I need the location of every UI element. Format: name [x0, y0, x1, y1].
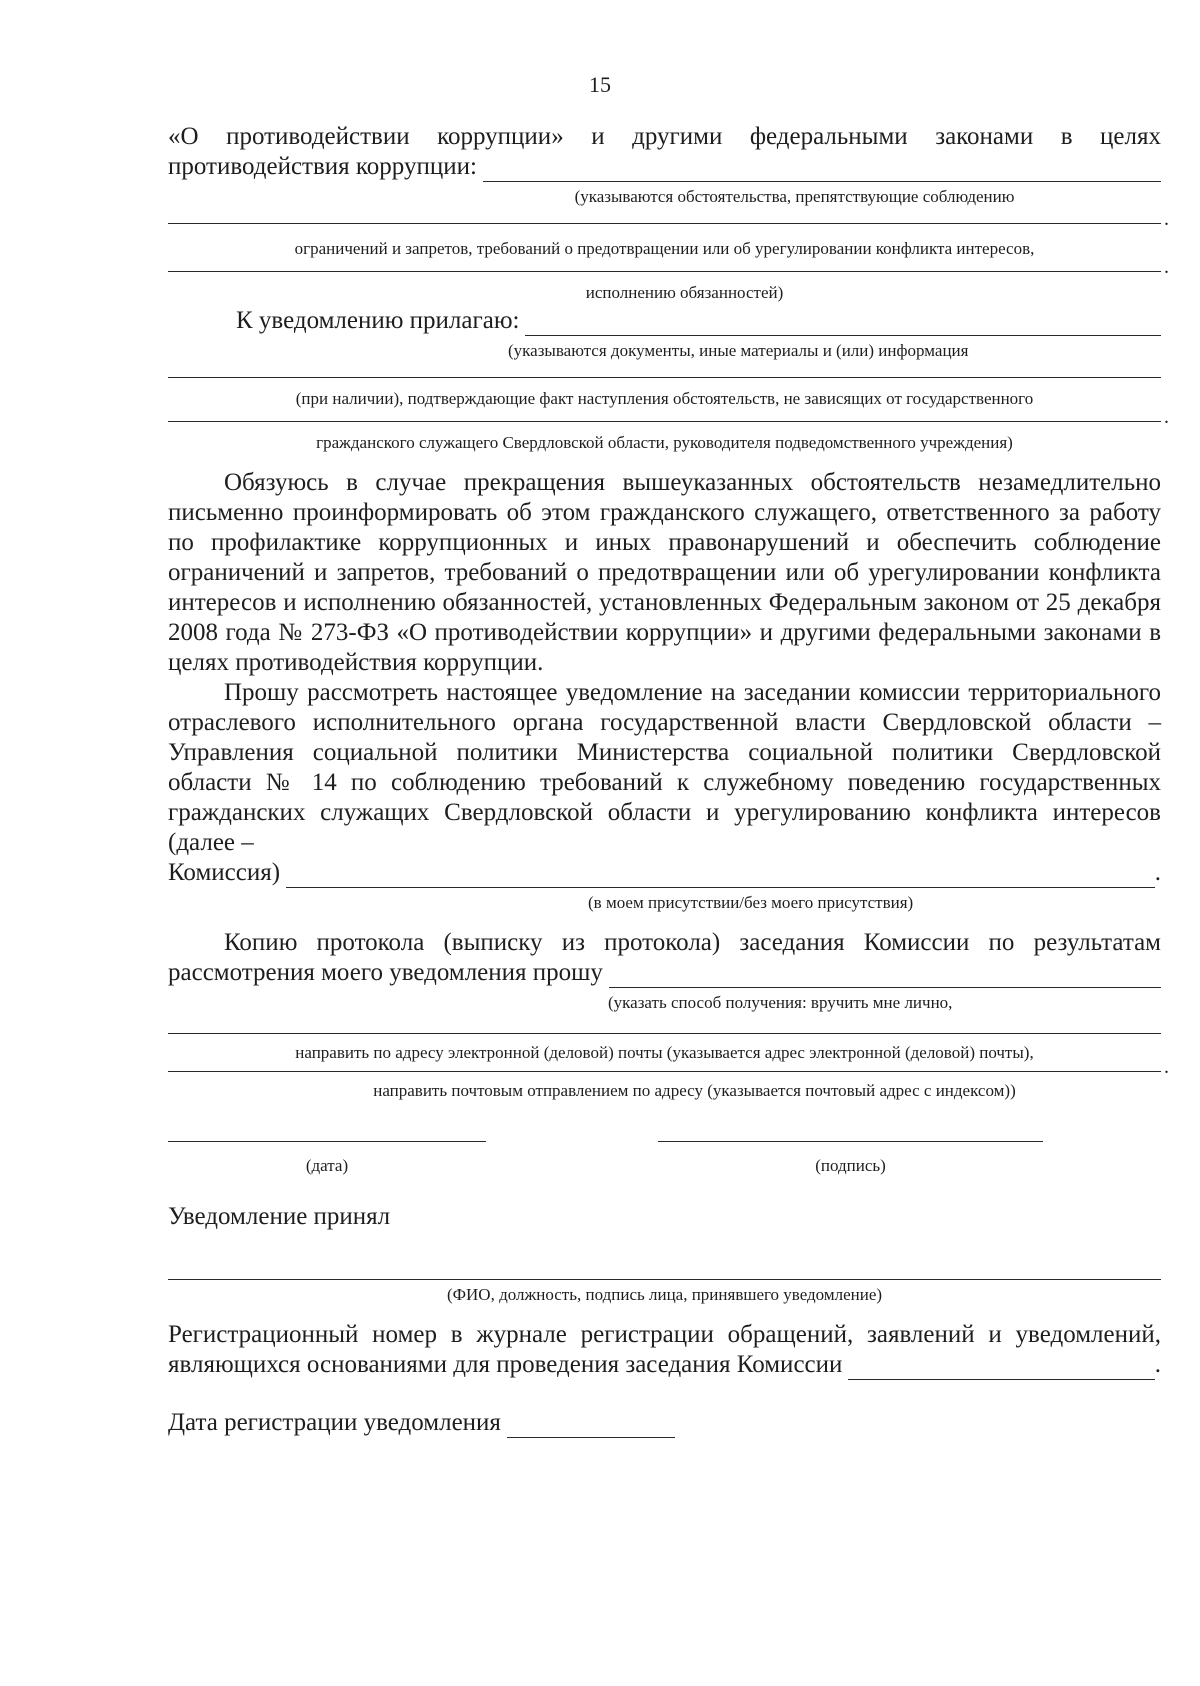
- registration-number-label: являющихся основаниями для проведения заседания Комиссии: [168, 1351, 843, 1378]
- date-line[interactable]: [168, 1140, 486, 1142]
- line-dot: .: [1164, 256, 1169, 278]
- document-body: [168, 122, 1169, 1438]
- registration-number-line: [168, 1350, 1161, 1380]
- copy-caption-2: направить по адресу электронной (деловой) почты (указывается адрес электронной (деловой) почты),: [295, 1043, 1034, 1062]
- circumstances-blank-2[interactable]: [168, 256, 1169, 278]
- line-dot: .: [1154, 1351, 1161, 1378]
- request-paragraph: Прошу рассмотреть настоящее уведомление на заседании комиссии территориального отраслевого исполнительного органа государственной власти Свердловской области – Управления социальной политики Министерства социальной политики Свердловской области № 14 по соблюдению требований к служебному поведению государственных гражданских служащих Свердловской области и урегулированию конфликта интересов (далее –: [168, 679, 1161, 856]
- line-dot: .: [1164, 1056, 1169, 1078]
- date-caption: (дата): [305, 1156, 349, 1175]
- copy-caption-1: (указать способ получения: вручить мне лично,: [608, 993, 953, 1012]
- registration-date-label: Дата регистрации уведомления: [168, 1409, 501, 1436]
- copy-method-fill[interactable]: [609, 965, 1161, 988]
- circumstances-line: [168, 152, 1161, 182]
- circumstances-fill[interactable]: [483, 159, 1161, 182]
- attachments-caption-1: (указываются документы, иные материалы и (или) информация: [508, 341, 969, 360]
- attachments-line: [168, 306, 1161, 336]
- circumstances-caption-3: исполнению обязанностей): [585, 283, 784, 302]
- attachments-blank-2[interactable]: [168, 406, 1169, 428]
- accepted-blank[interactable]: [168, 1278, 1161, 1280]
- registration-number-fill[interactable]: [848, 1357, 1154, 1380]
- attachments-caption-2: (при наличии), подтверждающие факт наступления обстоятельств, не зависящих от государственного: [295, 389, 1034, 408]
- signature-line[interactable]: [658, 1140, 1043, 1142]
- line-dot: .: [1164, 406, 1169, 428]
- signature-caption: (подпись): [815, 1156, 886, 1175]
- attachments-fill[interactable]: [525, 313, 1161, 336]
- accepted-label: Уведомление принял: [168, 1203, 391, 1230]
- attachments-label: К уведомлению прилагаю:: [236, 307, 520, 334]
- circumstances-label: противодействия коррупции:: [168, 153, 477, 180]
- copy-method-line: [168, 958, 1161, 988]
- line-dot: .: [1164, 208, 1169, 230]
- registration-date-line: [168, 1408, 1161, 1438]
- copy-blank-2[interactable]: [168, 1056, 1169, 1078]
- circumstances-caption-2: ограничений и запретов, требований о предотвращении или об урегулировании конфликта интересов,: [294, 239, 1035, 258]
- page-number: 15: [589, 72, 611, 97]
- attachments-blank-1[interactable]: [168, 376, 1161, 378]
- line-dot: .: [1154, 859, 1161, 886]
- commission-label: Комиссия): [168, 859, 281, 886]
- accepted-caption: (ФИО, должность, подпись лица, принявшего уведомление): [446, 1285, 883, 1304]
- commission-caption: (в моем присутствии/без моего присутствия): [588, 893, 914, 912]
- oblige-paragraph: Обязуюсь в случае прекращения вышеуказанных обстоятельств незамедлительно письменно проинформировать об этом гражданского служащего, ответственного за работу по профилактике коррупционных и иных правонарушений и обеспечить соблюдение ограничений и запретов, требований о предотвращении или об урегулировании конфликта интересов и исполнению обязанностей, установленных Федеральным законом от 25 декабря 2008 года № 273-ФЗ «О противодействии коррупции» и другими федеральными законами в целях противодействия коррупции.: [168, 469, 1161, 676]
- copy-blank-1[interactable]: [168, 1032, 1161, 1034]
- circumstances-caption-1: (указываются обстоятельства, препятствующие соблюдению: [574, 187, 1015, 206]
- commission-fill[interactable]: [286, 865, 1155, 888]
- registration-date-fill[interactable]: [507, 1417, 675, 1438]
- copy-caption-3: направить почтовым отправлением по адресу (указывается почтовый адрес с индексом)): [373, 1081, 1016, 1100]
- circumstances-blank-1[interactable]: [168, 208, 1169, 230]
- copy-line: Копию протокола (выписку из протокола) заседания Комиссии по результатам: [224, 929, 1161, 956]
- commission-line: [168, 858, 1161, 888]
- registration-line: Регистрационный номер в журнале регистрации обращений, заявлений и уведомлений,: [168, 1321, 1161, 1348]
- attachments-caption-3: гражданского служащего Свердловской области, руководителя подведомственного учреждения): [316, 433, 1013, 452]
- intro-line: «О противодействии коррупции» и другими федеральными законами в целях: [168, 123, 1161, 150]
- signature-row: [168, 1140, 1161, 1200]
- copy-method-label: рассмотрения моего уведомления прошу: [168, 959, 603, 986]
